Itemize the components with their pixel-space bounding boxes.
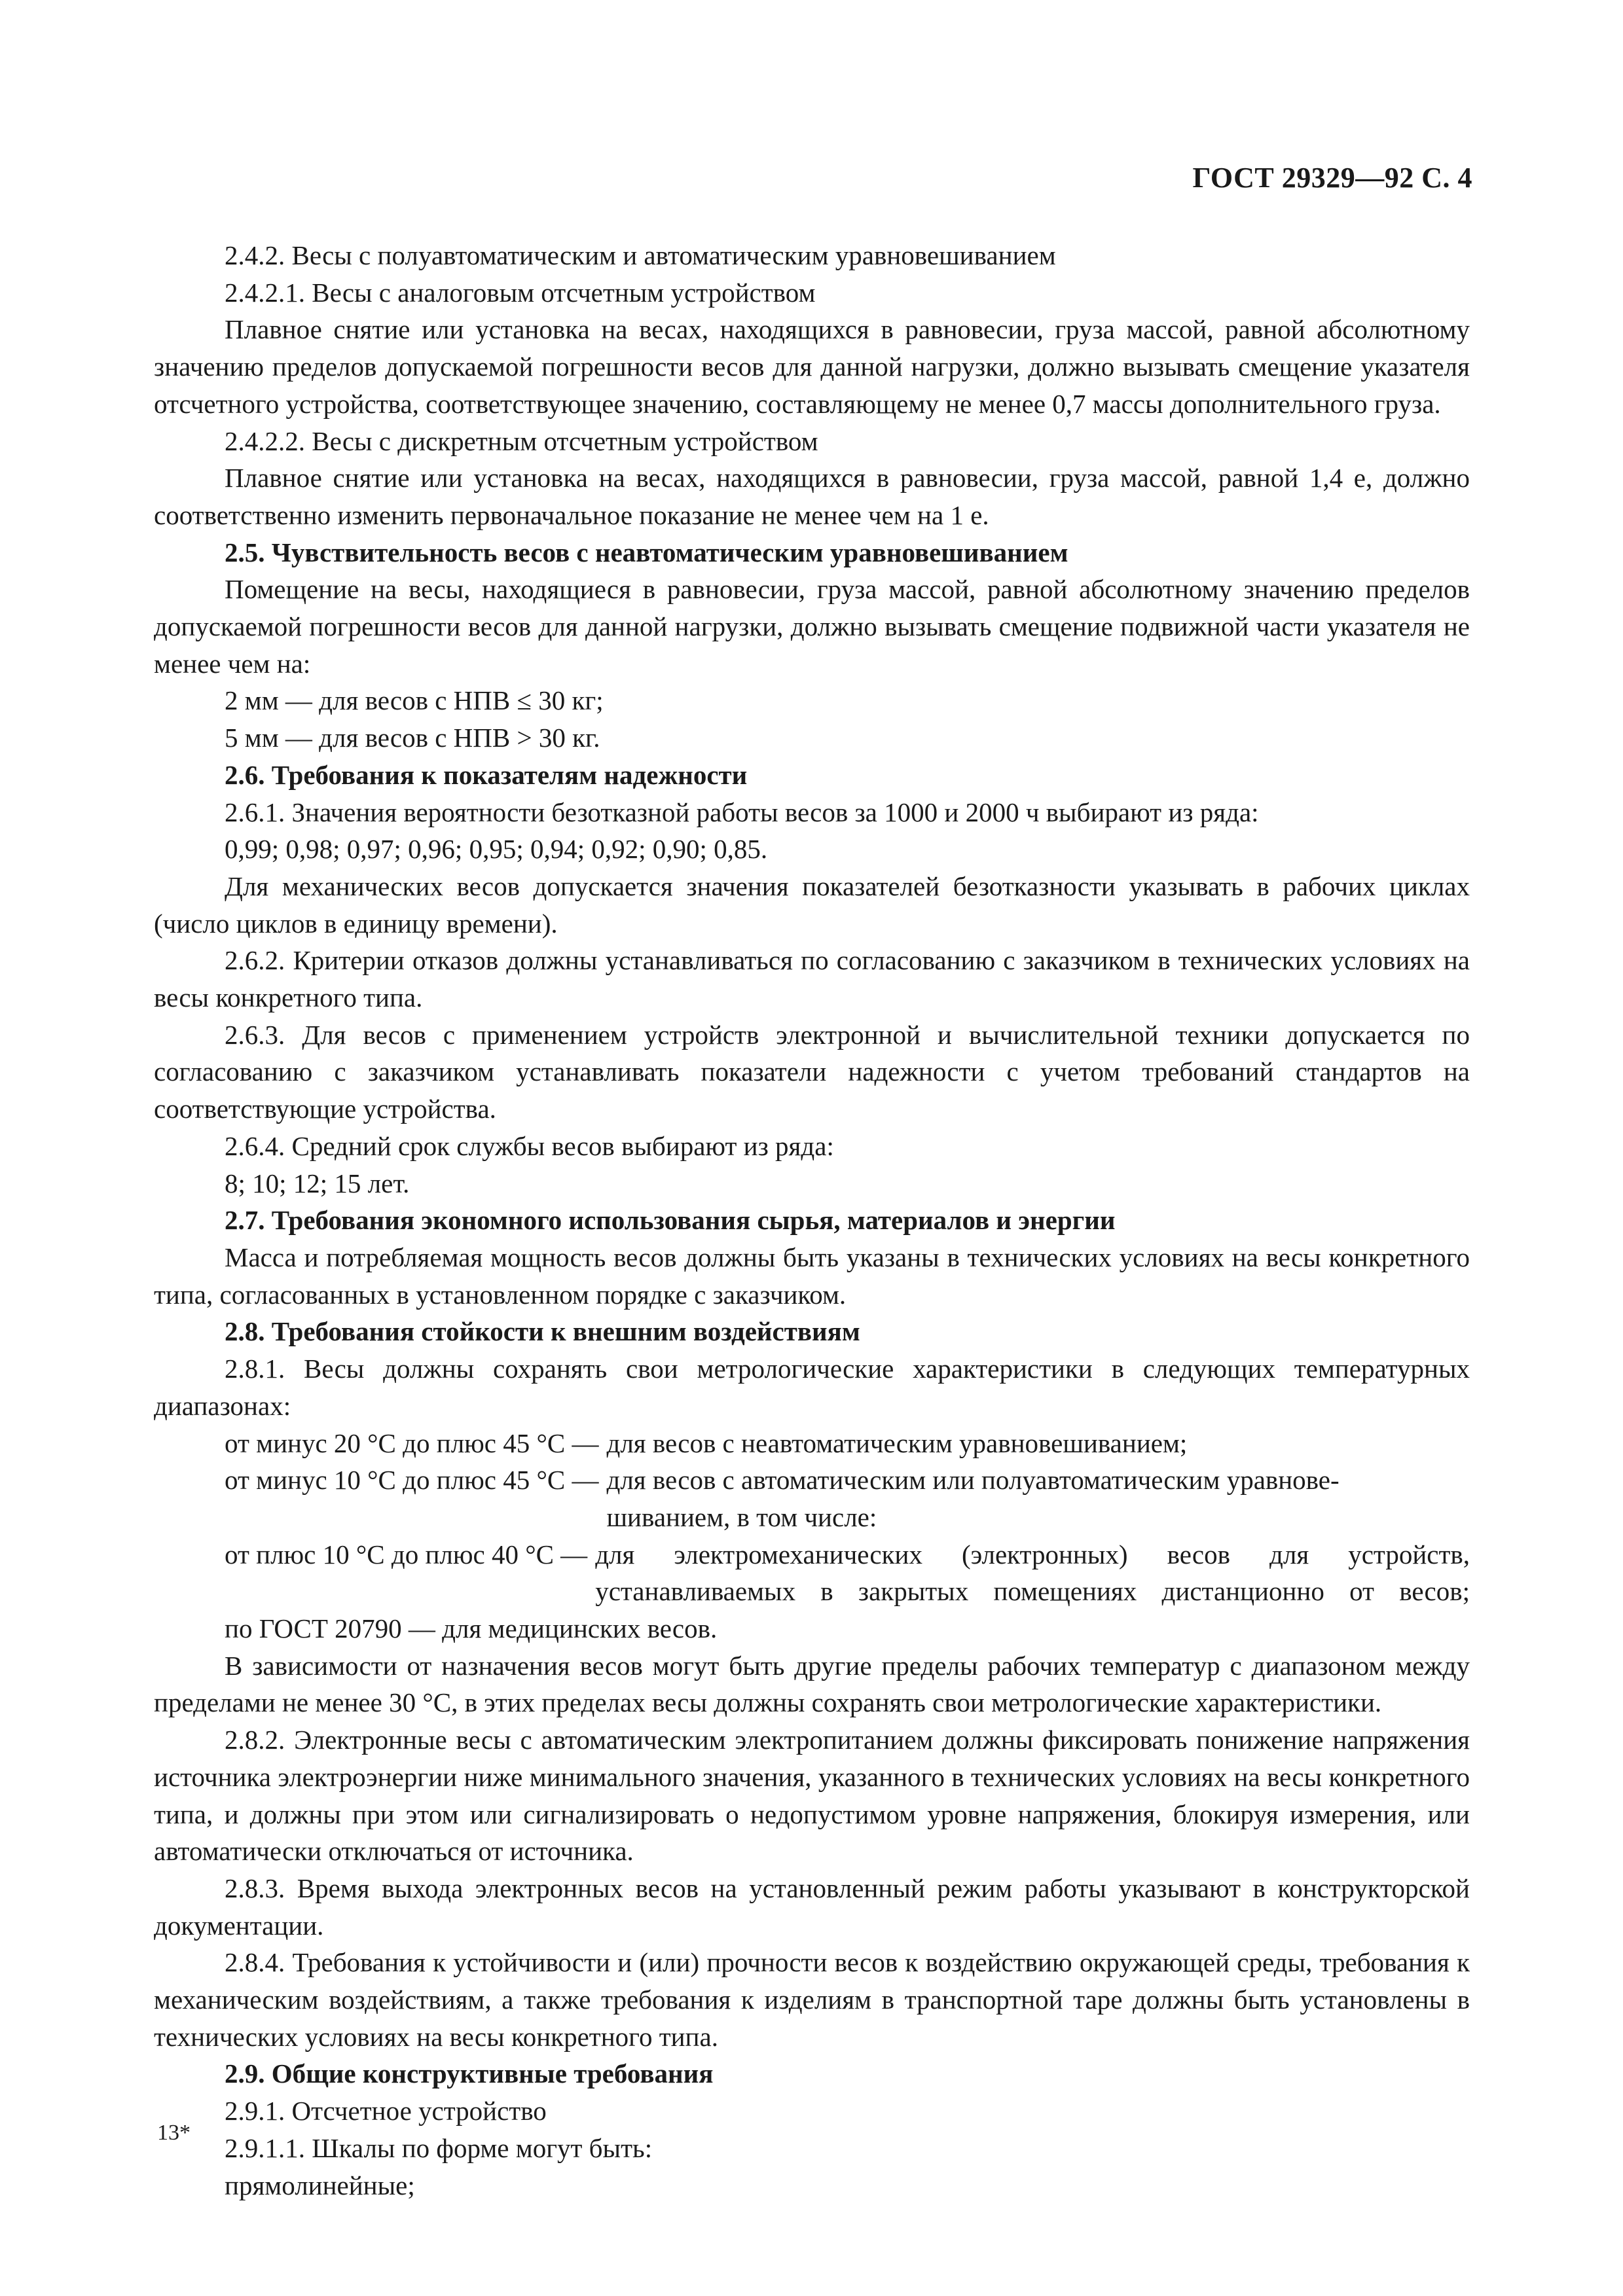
temperature-description: для весов с автоматическим или полуавтоматическим уравнове- шиванием, в том числе: (606, 1465, 1340, 1532)
paragraph: 2.6.3. Для весов с применением устройств электронной и вычислительной техники допускается по согласованию с заказчиком устанавливать показатели надежности с учетом требований стандартов на соответствующие устройства. (154, 1019, 1470, 1124)
paragraph: 2.4.2. Весы с полуавтоматическим и автоматическим уравновешиванием (225, 240, 1056, 270)
paragraph: В зависимости от назначения весов могут быть другие пределы рабочих температур с диапазоном между пределами не менее 30 °С, в этих пределах весы должны сохранять свои метрологические характеристики. (154, 1650, 1470, 1718)
paragraph: 2.8.4. Требования к устойчивости и (или) прочности весов к воздействию окружающей среды, требования к механическим воздействиям, а также требования к изделиям в транспортной таре должны быть установлены в технических условиях на весы конкретного типа. (154, 1947, 1470, 2052)
paragraph: 2.8.1. Весы должны сохранять свои метрологические характеристики в следующих температурных диапазонах: (154, 1354, 1470, 1421)
paragraph: Масса и потребляемая мощность весов должны быть указаны в технических условиях на весы конкретного типа, согласованных в установленном порядке с заказчиком. (154, 1242, 1470, 1310)
paragraph: 2.8.3. Время выхода электронных весов на установленный режим работы указывают в конструкторской документации. (154, 1873, 1470, 1941)
section-heading: 2.8. Требования стойкости к внешним воздействиям (225, 1316, 860, 1347)
temperature-description: для весов с неавтоматическим уравновешиванием; (606, 1427, 1188, 1458)
paragraph: 2.6.2. Критерии отказов должны устанавливаться по согласованию с заказчиком в технических условиях на весы конкретного типа. (154, 945, 1470, 1013)
paragraph: Плавное снятие или установка на весах, находящихся в равновесии, груза массой, равной 1,4 е, должно соответственно изменить первоначальное показание не менее чем на 1 е. (154, 463, 1470, 530)
paragraph: Для механических весов допускается значения показателей безотказности указывать в рабочих циклах (число циклов в единицу времени). (154, 870, 1470, 939)
temperature-range-row (154, 1425, 1470, 1462)
page-footer-mark: 13* (157, 2121, 191, 2145)
temperature-range-row (154, 1536, 1470, 1610)
list-item: прямолинейные; (225, 2170, 415, 2200)
value-series: 0,99; 0,98; 0,97; 0,96; 0,95; 0,94; 0,92; 0,90; 0,85. (225, 834, 768, 865)
paragraph: 2.6.4. Средний срок службы весов выбирают из ряда: (225, 1130, 834, 1161)
temperature-range: от минус 10 °С до плюс 45 °С — (225, 1465, 599, 1496)
paragraph: 2.4.2.2. Весы с дискретным отсчетным устройством (225, 425, 818, 456)
paragraph: 2.9.1.1. Шкалы по форме могут быть: (225, 2132, 653, 2163)
paragraph: 2.4.2.1. Весы с аналоговым отсчетным устройством (225, 277, 816, 308)
section-heading: 2.6. Требования к показателям надежности (225, 759, 748, 790)
paragraph: Плавное снятие или установка на весах, находящихся в равновесии, груза массой, равной абсолютному значению пределов допускаемой погрешности весов для данной нагрузки, должно вызывать смещение указателя отсчетного устройства, соответствующее значению, составляющему не менее 0,7 массы дополнительного груза. (154, 314, 1470, 419)
section-heading: 2.5. Чувствительность весов с неавтоматическим уравновешиванием (225, 537, 1068, 567)
list-item: 2 мм — для весов с НПВ ≤ 30 кг; (225, 685, 604, 716)
paragraph: 2.9.1. Отсчетное устройство (225, 2096, 547, 2126)
temperature-range-row (154, 1462, 1470, 1535)
paragraph: 2.8.2. Электронные весы с автоматическим электропитанием должны фиксировать понижение напряжения источника электроэнергии ниже минимального значения, указанного в технических условиях на весы конкретного типа, и должны при этом или сигнализировать о недопустимом уровне напряжения, блокируя измерения, или автоматически отключаться от источника. (154, 1725, 1470, 1867)
temperature-range: от плюс 10 °С до плюс 40 °С — (225, 1539, 588, 1570)
temperature-range: от минус 20 °С до плюс 45 °С — (225, 1427, 599, 1458)
list-item: по ГОСТ 20790 — для медицинских весов. (225, 1613, 718, 1644)
document-body (154, 237, 1470, 2204)
value-series: 8; 10; 12; 15 лет. (225, 1168, 410, 1198)
section-heading: 2.7. Требования экономного использования сырья, материалов и энергии (225, 1205, 1116, 1236)
paragraph: Помещение на весы, находящиеся в равновесии, груза массой, равной абсолютному значению пределов допускаемой погрешности весов для данной нагрузки, должно вызывать смещение подвижной части указателя не менее чем на: (154, 574, 1470, 679)
paragraph: 2.6.1. Значения вероятности безотказной работы весов за 1000 и 2000 ч выбирают из ряда: (225, 797, 1259, 827)
temperature-description: для электромеханических (электронных) весов для устройств, устанавливаемых в закрытых помещениях дистанционно от весов; (595, 1539, 1470, 1607)
page-header: ГОСТ 29329—92 С. 4 (1192, 162, 1472, 194)
section-heading: 2.9. Общие конструктивные требования (225, 2058, 714, 2089)
list-item: 5 мм — для весов с НПВ > 30 кг. (225, 723, 600, 753)
